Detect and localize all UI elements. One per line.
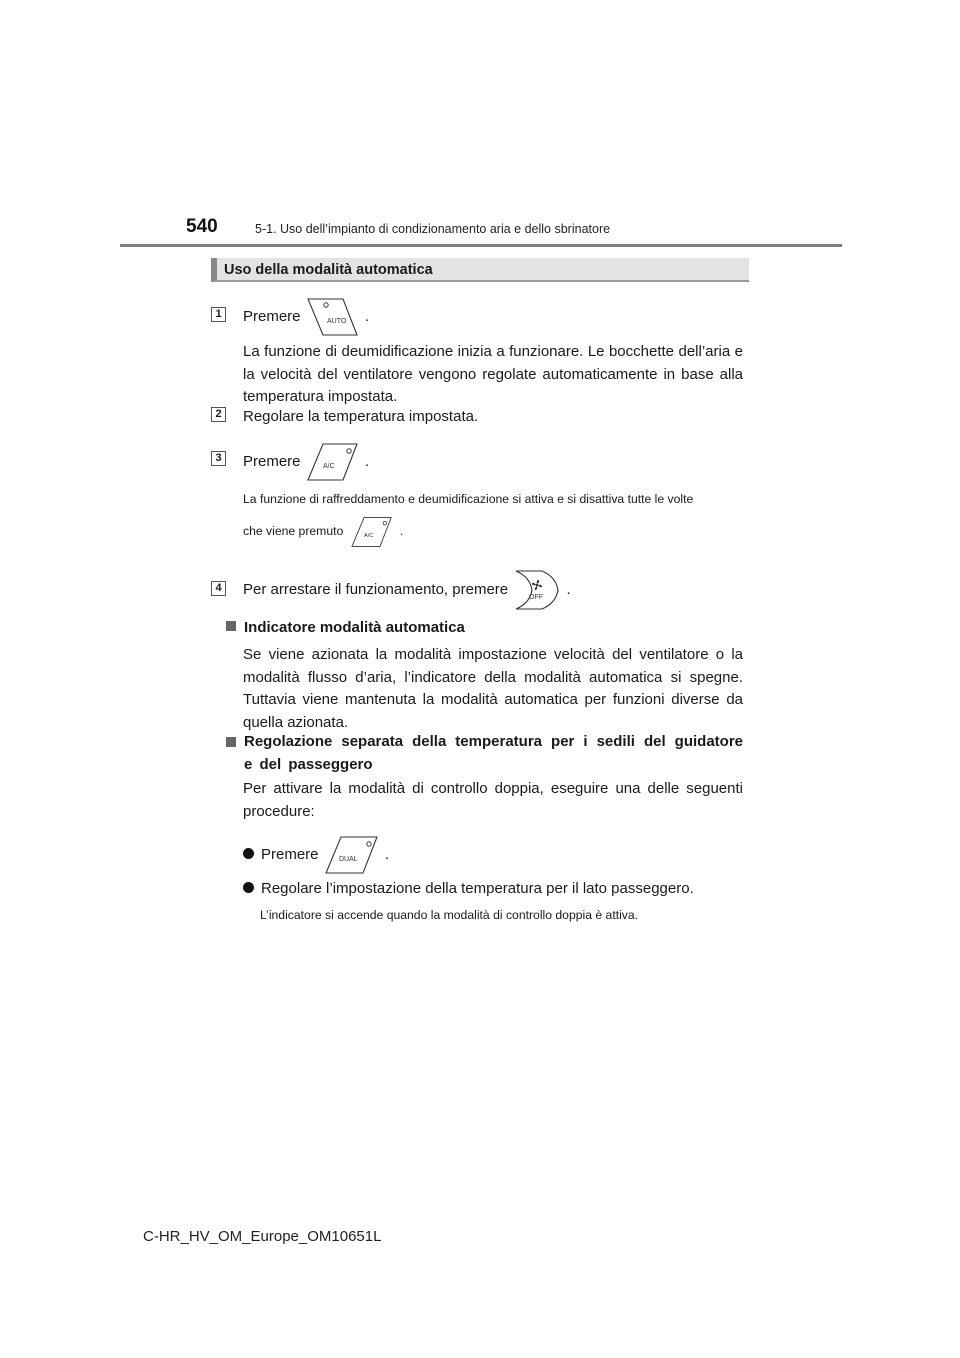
step-1-line <box>243 296 369 338</box>
square-bullet-icon <box>226 621 236 631</box>
header-divider <box>120 244 842 247</box>
step-3-note-text: che viene premuto <box>243 524 347 538</box>
bullet-dot-icon <box>243 882 254 893</box>
step-4-line <box>243 569 571 611</box>
auto-button-label: AUTO <box>326 318 347 326</box>
note-2-title: Regolazione separata della temperatura per i sedili del guidatore e del passeggero <box>244 733 743 773</box>
step-4-after: . <box>566 581 571 598</box>
step-3-text: Premere <box>243 453 301 470</box>
step-3-note-row2 <box>243 514 748 548</box>
bullet-1-after: . <box>384 846 390 863</box>
bullet-1-text: Premere <box>261 846 319 863</box>
step-4-text: Per arrestare il funzionamento, premere <box>243 581 509 598</box>
step-number-3: 3 <box>211 451 226 466</box>
off-button-label: OFF <box>529 594 544 602</box>
square-bullet-icon <box>226 737 236 747</box>
note-2-body: Per attivare la modalità di controllo doppia, eseguire una delle seguenti procedure: <box>243 780 743 820</box>
dual-button-icon <box>323 835 381 875</box>
step-3-note-block <box>243 490 748 548</box>
step-3-note-after: . <box>396 524 404 538</box>
off-button-icon <box>512 569 562 611</box>
ac-button-label: A/C <box>363 532 373 539</box>
note-1-title-row <box>226 617 465 640</box>
ac-button-icon <box>347 516 397 548</box>
step-3-note-row1: La funzione di raffreddamento e deumidificazione si attiva e si disattiva tutte le volte <box>243 492 694 506</box>
step-1-after: . <box>364 308 370 325</box>
note-1-title: Indicatore modalità automatica <box>244 619 465 636</box>
section-title: 5-1. Uso dell’impianto di condizionamento aria e dello sbrinatore <box>255 222 611 236</box>
ac-button-label: A/C <box>322 463 335 471</box>
step-1-description: La funzione di deumidificazione inizia a funzionare. Le bocchette dell’aria e la velocità del ventilatore vengono regolate automaticamente in base alla temperatura impostata. <box>243 343 743 405</box>
step-number-2: 2 <box>211 407 226 422</box>
note-2-title-row <box>226 731 743 776</box>
step-3-after: . <box>364 453 370 470</box>
step-3-line <box>243 441 369 483</box>
heading-title: Uso della modalità automatica <box>224 262 433 278</box>
dual-button-label: DUAL <box>338 856 358 864</box>
page-number: 540 <box>186 216 218 237</box>
bullet-2 <box>243 878 694 901</box>
step-number-4: 4 <box>211 581 226 596</box>
note-2-footnote: L’indicatore si accende quando la modalità di controllo doppia è attiva. <box>260 908 639 922</box>
step-1-text: Premere <box>243 308 301 325</box>
auto-button-icon <box>305 297 361 337</box>
step-number-1: 1 <box>211 307 226 322</box>
ac-button-icon <box>305 442 361 482</box>
note-1-body: Se viene azionata la modalità impostazione velocità del ventilatore o la modalità flusso d’aria, l’indicatore della modalità automatica si spegne. Tuttavia viene mantenuta la modalità automatica per funzioni diverse da quella azionata. <box>243 646 743 731</box>
step-2-text: Regolare la temperatura impostata. <box>243 408 479 425</box>
bullet-dot-icon <box>243 848 254 859</box>
bullet-2-text: Regolare l’impostazione della temperatura per il lato passeggero. <box>261 880 694 897</box>
fan-icon <box>532 580 542 590</box>
document-code: C-HR_HV_OM_Europe_OM10651L <box>143 1228 382 1245</box>
bullet-1 <box>243 834 389 876</box>
